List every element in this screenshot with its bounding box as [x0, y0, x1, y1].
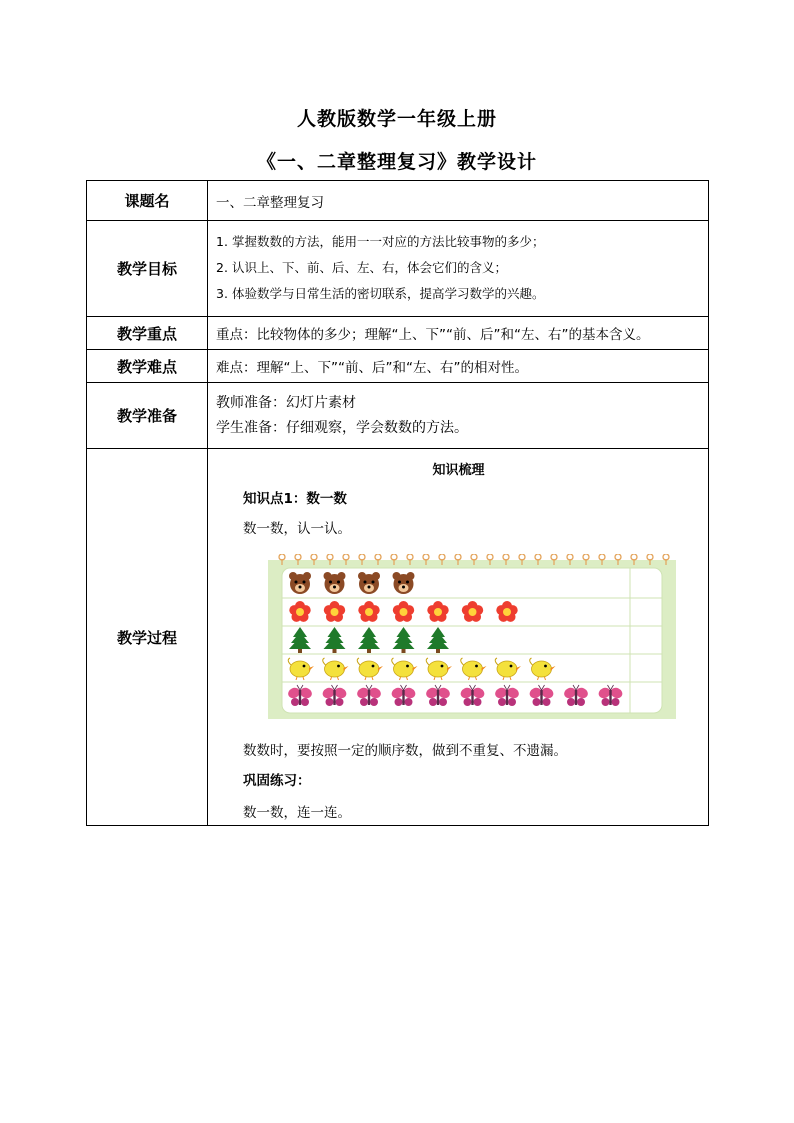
difficult-value: 难点：理解“上、下”“前、后”和“左、右”的相对性。 — [208, 350, 709, 383]
process-cell — [208, 449, 709, 826]
goal-item: 3. 体验数学与日常生活的密切联系，提高学习数学的兴趣。 — [216, 285, 545, 301]
prep-cell — [208, 383, 709, 449]
process-label: 教学过程 — [87, 449, 208, 826]
goals-cell — [208, 221, 709, 317]
counting-illustration — [268, 554, 676, 719]
row-process — [87, 449, 709, 826]
goal-item: 1. 掌握数数的方法，能用一一对应的方法比较事物的多少； — [216, 233, 545, 249]
goal-item: 2. 认识上、下、前、后、左、右，体会它们的含义； — [216, 259, 508, 275]
instruction-connect: 数一数，连一连。 — [243, 805, 351, 821]
topic-value: 一、二章整理复习 — [208, 181, 709, 221]
topic-label: 课题名 — [87, 181, 208, 221]
key-label: 教学重点 — [87, 317, 208, 350]
instruction-count: 数一数，认一认。 — [243, 521, 351, 537]
process-heading: 知识梳理 — [432, 463, 485, 478]
row-topic — [87, 181, 709, 221]
row-goals — [87, 221, 709, 317]
goals-label: 教学目标 — [87, 221, 208, 317]
prep-teacher: 教师准备：幻灯片素材 — [216, 395, 356, 411]
key-value: 重点：比较物体的多少；理解“上、下”“前、后”和“左、右”的基本含义。 — [208, 317, 709, 350]
counting-tip: 数数时，要按照一定的顺序数，做到不重复、不遗漏。 — [243, 743, 567, 759]
process-content — [208, 449, 708, 825]
prep-student: 学生准备：仔细观察，学会数数的方法。 — [216, 420, 468, 436]
knowledge-point: 知识点1：数一数 — [243, 491, 347, 507]
prep-label: 教学准备 — [87, 383, 208, 449]
difficult-label: 教学难点 — [87, 350, 208, 383]
practice-label: 巩固练习： — [243, 773, 311, 789]
row-key — [87, 317, 709, 350]
lesson-plan-table — [86, 180, 709, 826]
row-prep — [87, 383, 709, 449]
doc-title: 人教版数学一年级上册 — [296, 108, 497, 130]
row-difficult — [87, 350, 709, 383]
doc-subtitle: 《一、二章整理复习》教学设计 — [256, 151, 537, 173]
